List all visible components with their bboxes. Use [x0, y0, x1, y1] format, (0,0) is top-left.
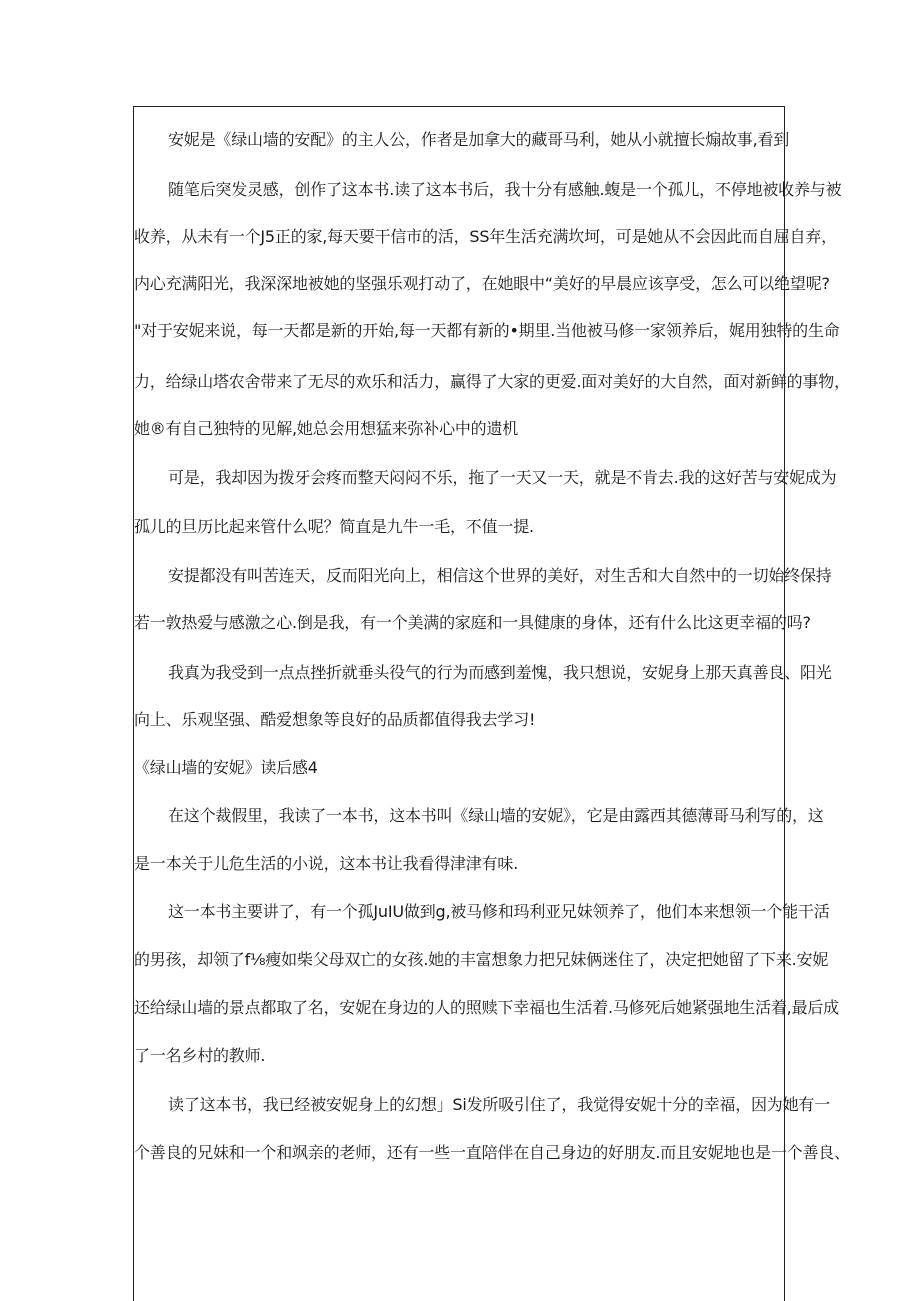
text-line-4: 内心充满阳光，我深深地被她的坚强乐观打动了，在她眼中“美好的早晨应该享受，怎么可以绝望呢?: [134, 274, 830, 293]
text-line-13: 向上、乐观坚强、酷爱想象等良好的品质都值得我去学习!: [134, 710, 536, 729]
text-line-6: 力，给绿山塔农舍带来了无尽的欢乐和活力，赢得了大家的更爱.面对美好的大自然，面对新鲜的事物，: [134, 372, 850, 391]
text-line-2: 随笔后突发灵感，创作了这本书.读了这本书后，我十分有感触.蝮是一个孤儿，不停地被收养与被: [168, 180, 842, 199]
text-line-20: 了一名乡村的教师.: [134, 1046, 266, 1065]
text-line-16: 是一本关于儿危生活的小说，这本书让我看得津津有味.: [134, 854, 519, 873]
text-line-8: 可是，我却因为拨牙会疼而整天闷闷不乐，拖了一天又一天，就是不肯去.我的这好苦与安妮成为: [168, 468, 837, 487]
text-line-12: 我真为我受到一点点挫折就垂头役气的行为而感到羞愧，我只想说，安妮身上那天真善良、阳光: [168, 663, 832, 682]
text-line-3: 收养，从未有一个J5正的家,每天要干信市的活，SS年生活充满坎坷，可是她从不会因此而自屈自弃，: [134, 227, 837, 246]
text-line-17: 这一本书主要讲了，有一个孤JuIU做到g,被马修和玛利亚兄妹领养了，他们本来想领一个能干活: [168, 902, 830, 921]
section-heading: 《绿山墙的安妮》读后感4: [134, 758, 318, 777]
text-line-19: 还给绿山墙的景点都取了名，安妮在身边的人的照赎下幸福也生活着.马修死后她紧强地生活着,最后成: [134, 998, 839, 1017]
text-line-10: 安提都没有叫苦连天，反而阳光向上，相信这个世界的美好，对生舌和大自然中的一切始终保持: [168, 566, 832, 585]
text-line-5: "对于安妮来说，每一天都是新的开始,每一天都有新的•期里.当他被马修一家领养后，娓用独特的生命: [134, 321, 840, 340]
text-line-9: 孤儿的旦历比起来管什么呢？简直是九牛一毛，不值一提.: [134, 517, 534, 536]
text-line-7: 她®有自己独特的见解,她总会用想猛来弥补心中的遗机: [134, 419, 519, 438]
text-line-18: 的男孩，却领了f⅛瘦如柴父母双亡的女孩.她的丰富想象力把兄妹俩迷住了，决定把她留了下来.安妮: [134, 950, 829, 969]
text-line-15: 在这个裁假里，我读了一本书，这本书叫《绿山墙的安妮》，它是由露西其德薄哥马利写的，这: [168, 806, 824, 825]
text-line-21: 读了这本书，我已经被安妮身上的幻想」Si发所吸引住了，我觉得安妮十分的幸福，因为她有一: [168, 1095, 831, 1114]
text-line-1: 安妮是《绿山墙的安配》的主人公，作者是加拿大的藏哥马利，她从小就擅长煽故事,看到: [168, 130, 790, 149]
text-line-22: 个善良的兄妹和一个和飒亲的老师，还有一些一直陪伴在自己身边的好朋友.而且安妮地也是一个善良、: [134, 1143, 850, 1162]
text-line-11: 若一敦热爱与感激之心.倒是我，有一个美满的家庭和一具健康的身体，还有什么比这更幸福的吗?: [134, 613, 811, 632]
